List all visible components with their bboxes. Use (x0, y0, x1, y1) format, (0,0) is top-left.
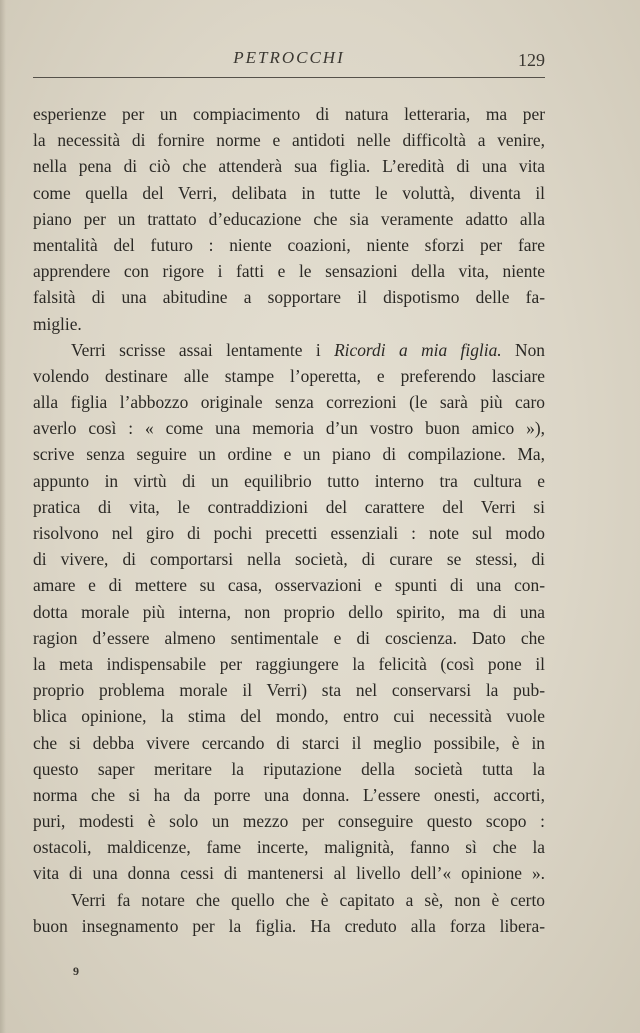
text-line: dotta morale più interna, non proprio dello spirito, ma di una (33, 601, 545, 622)
text-segment: Verri scrisse assai lentamente i (71, 339, 335, 360)
text-line: ostacoli, maldicenze, fame incerte, malignità, fanno sì che la (33, 837, 545, 858)
paragraph-1 (33, 101, 545, 337)
page-edge-shadow (0, 0, 6, 1033)
text-line: la meta indispensabile per raggiungere la felicità (così pone il (33, 653, 545, 674)
text-line: come quella del Verri, delibata in tutte le voluttà, diventa il (33, 182, 545, 203)
text-line: alla figlia l’abbozzo originale senza correzioni (le sarà più caro (33, 392, 545, 413)
text-line: vita di una donna cessi di mantenersi al livello dell’« opinione ». (33, 863, 545, 884)
text-line: pratica di vita, le contraddizioni del carattere del Verri si (33, 496, 545, 517)
page-header (33, 44, 545, 74)
text-line: buon insegnamento per la figlia. Ha creduto alla forza libera- (33, 915, 545, 936)
running-head: PETROCCHI (233, 48, 345, 67)
text-line: proprio problema morale il Verri) sta nel conservarsi la pub- (33, 680, 545, 701)
text-line: esperienze per un compiacimento di natura letteraria, ma per (33, 104, 545, 124)
paragraph-3 (33, 887, 545, 939)
text-line-with-title (33, 337, 545, 363)
page-number: 129 (518, 50, 545, 70)
text-line: Verri fa notare che quello che è capitato a sè, non è certo (71, 889, 545, 910)
text-line: puri, modesti è solo un mezzo per conseguire questo scopo : (33, 811, 545, 832)
text-line: blica opinione, la stima del mondo, entro cui necessità vuole (33, 706, 545, 727)
printer-signature-mark: 9 (73, 964, 79, 978)
text-line: ragion d’essere almeno sentimentale e di coscienza. Dato che (33, 627, 545, 648)
text-line: volendo destinare alle stampe l’operetta, e preferendo lasciare (33, 365, 545, 386)
text-line: amare e di mettere su casa, osservazioni e spunti di una con- (33, 575, 545, 596)
paragraph-2 (33, 337, 545, 887)
text-line: norma che si ha da porre una donna. L’essere onesti, accorti, (33, 784, 545, 805)
text-line: la necessità di fornire norme e antidoti nelle difficoltà a venire, (33, 130, 545, 151)
text-line: averlo così : « come una memoria d’un vostro buon amico »), (33, 418, 545, 439)
text-line: risolvono nel giro di pochi precetti essenziali : note sul modo (33, 523, 545, 543)
text-line: nella pena di ciò che attenderà sua figlia. L’eredità di una vita (33, 156, 545, 177)
text-line: falsità di una abitudine a sopportare il dispotismo delle fa- (33, 287, 545, 308)
text-line: di vivere, di comportarsi nella società, di curare se stessi, di (33, 549, 545, 570)
text-segment: Non (501, 339, 545, 360)
text-line: apprendere con rigore i fatti e le sensazioni della vita, niente (33, 261, 545, 282)
text-line: mentalità del futuro : niente coazioni, niente sforzi per fare (33, 234, 545, 255)
header-rule (33, 77, 545, 78)
text-line: miglie. (33, 313, 82, 334)
book-title: Ricordi a mia figlia. (334, 339, 502, 360)
body-text (33, 101, 545, 939)
text-line: appunto in virtù di un equilibrio tutto interno tra cultura e (33, 470, 545, 491)
text-line: che si debba vivere cercando di starci il meglio possibile, è in (33, 732, 545, 753)
text-line: piano per un trattato d’educazione che sia veramente adatto alla (33, 208, 545, 229)
text-line: scrive senza seguire un ordine e un piano di compilazione. Ma, (33, 444, 545, 465)
text-line: questo saper meritare la riputazione della società tutta la (33, 758, 545, 779)
